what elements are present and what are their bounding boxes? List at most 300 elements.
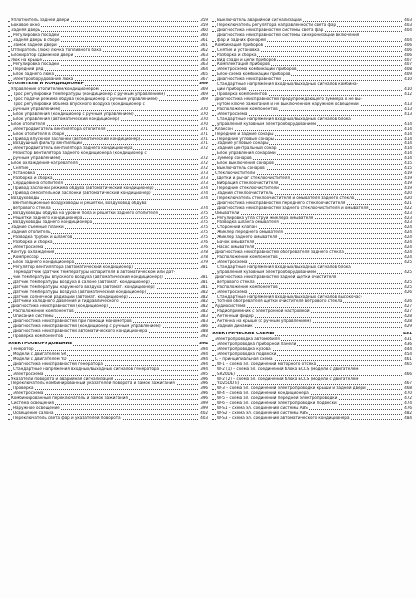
toc-page-number: 374: [200, 195, 208, 200]
toc-page-number: 372: [200, 161, 208, 166]
toc-page-number: 465: [404, 361, 412, 366]
toc-entry-title: Стандартные напряжения входных/выходных сигналов блока: [217, 116, 351, 121]
toc-page-number: 370: [200, 106, 208, 111]
toc-entry-title: Модели с двигателем SR: [13, 351, 67, 356]
toc-entry-title: W-S3 – схема эл. соединений автоматического кондиционера: [217, 416, 350, 420]
toc-page-number: 396: [200, 391, 208, 396]
toc-page-number: 362: [200, 47, 208, 52]
toc-page-number: 375: [200, 215, 208, 220]
toc-entry-title: Блок охлаждения-нагревателя: [11, 161, 78, 166]
toc-entry-title: Блок заднего люка: [13, 72, 54, 77]
toc-entry-title: Электродвигатель вентилятора заднего кондиционера: [13, 146, 133, 151]
toc-leader-dots: [8, 169, 200, 170]
toc-entry-title: Наружное освещение: [13, 406, 60, 411]
toc-page-number: 427: [404, 304, 412, 309]
toc-entry-title: Воздушный фильтр вентиляции: [13, 141, 82, 146]
toc-leader-dots: [212, 214, 404, 215]
toc-page-number: 424: [404, 230, 412, 235]
toc-entry-title: Электропроводка автомобиля: [215, 337, 280, 341]
toc-entry-title: Электросхема: [13, 371, 44, 376]
toc-page-number: 461: [404, 356, 412, 361]
toc-page-number: 410: [404, 87, 412, 92]
toc-entry-title: Электродвигатель вентилятора отопителя: [13, 126, 106, 131]
toc-page-number: 374: [200, 205, 208, 210]
toc-page-number: 413: [404, 101, 412, 106]
toc-entry-title: Блок отопителя в сборе: [13, 131, 65, 136]
toc-page-number: 371: [200, 141, 208, 146]
toc-entry-title: Блок отопителя: [11, 121, 46, 126]
toc-page-number: 382: [200, 289, 208, 294]
toc-page-number: 425: [404, 279, 412, 284]
toc-entry-title: Диагностика неисправностей автоматического кондиционера: [13, 329, 148, 334]
toc-page-number: 419: [404, 180, 412, 185]
toc-entry-title: Датчик температуры воздуха в салоне (автомат. кондиционер): [13, 279, 150, 284]
toc-entry-title: Расположение компонентов: [217, 255, 278, 259]
toc-page-number: 360: [200, 27, 208, 32]
toc-entry-title: Снятие: [13, 166, 29, 171]
toc-entry-title: Датчики холодного давления и гидравлического: [13, 299, 119, 304]
toc-entry-title: управления кузовным электрооборудованием: [217, 269, 317, 274]
toc-entry-title: Переключатель регулятора направленности света фар: [217, 22, 337, 27]
toc-page-number: 375: [200, 210, 208, 215]
toc-page-number: 423: [404, 210, 412, 215]
toc-page-number: 422: [404, 205, 412, 210]
toc-page-number: 414: [404, 126, 412, 131]
toc-entry-title: Электросхема: [217, 111, 248, 116]
toc-page-number: 394: [200, 366, 208, 371]
toc-page-number: 372: [200, 146, 208, 151]
toc-entry-title: Проверка: [13, 386, 34, 391]
toc-page-number: 392: [200, 334, 208, 338]
toc-entry-title: тотной обогревателя щетки очистителя ветрового стекла: [217, 299, 343, 304]
toc-page-number: 360: [200, 32, 208, 37]
toc-page-number: 410: [404, 77, 412, 82]
toc-entry-title: W-4 – схема эл. соединений кондиционера: [217, 391, 309, 396]
toc-entry-title: Термодатчик (датчик температуры испарителя в автоматическом или дат-: [13, 269, 176, 274]
toc-entry-title: Люк на крыше: [11, 57, 42, 62]
toc-page-number: 406: [404, 47, 412, 52]
toc-page-number: 420: [404, 195, 412, 200]
toc-entry-title: Привод заслонки режима обдува (автоматический кондиционер): [13, 185, 154, 190]
toc-page-number: 394: [200, 356, 208, 361]
toc-page-number: 369: [200, 87, 208, 92]
toc-entry-title: W-2 (1) – схема эл. соединений блока ECCS (модели с двигателем: [217, 366, 359, 371]
toc-entry-title: Разводка шланга омывателя: [217, 220, 279, 225]
toc-page-number: 370: [200, 116, 208, 121]
toc-page-number: 382: [200, 299, 208, 304]
toc-page-number: 376: [200, 245, 208, 250]
toc-entry-title: Антенный фидер: [217, 314, 254, 319]
toc-entry-title: Радиоприёмник с электронной настройкой: [217, 309, 310, 314]
toc-page-number: 414: [404, 131, 412, 136]
toc-entry-title: Насос омывателя: [217, 245, 255, 250]
toc-entry-title: Передние и задние сонары: [215, 131, 274, 136]
toc-entry-title: Вибрация стеклоочистителя: [217, 180, 279, 185]
toc-entry-title: Привод впускной заслонки (автоматический кондиционер): [13, 136, 141, 141]
toc-page-number: 408: [404, 67, 412, 72]
toc-page-number: 424: [404, 250, 412, 255]
toc-entry-title: Описание системы: [13, 314, 54, 319]
toc-leader-dots: [8, 174, 200, 175]
toc-entry-title: Задний стеклоочиститель: [217, 190, 274, 195]
toc-page-number: 414: [404, 136, 412, 141]
toc-page-number: 359: [200, 18, 208, 22]
toc-page-number: 371: [200, 136, 208, 141]
toc-entry-title: Диагностика неисправностей при помощи манометров: [13, 319, 132, 324]
toc-page-number: 427: [404, 309, 412, 314]
toc-entry-title: Компрессор: [13, 255, 39, 259]
toc-entry-title: Датчик температуры наружного воздуха (автомат. кондиционер): [13, 284, 155, 289]
toc-page-number: 425: [404, 259, 412, 264]
toc-page-number: 359: [200, 22, 208, 27]
toc-page-number: 371: [200, 126, 208, 131]
toc-entry-title: Контур охлаждения: [11, 250, 55, 255]
toc-entry-title: Регулировка угла струи жиклера омывателя: [217, 215, 314, 220]
toc-page-number: 388: [200, 329, 208, 334]
toc-entry-title: Диагностика неисправностей задней щетки очистителя: [215, 274, 337, 279]
toc-entry-title: Разводка трубок и шлангов: [13, 235, 73, 240]
toc-page-number: 372: [200, 156, 208, 161]
toc-page-number: 454: [404, 351, 412, 356]
toc-page-number: 394: [200, 361, 208, 366]
toc-page-number: 369: [200, 92, 208, 97]
toc-page-number: 386: [200, 324, 208, 329]
toc-page-number: 375: [200, 220, 208, 225]
toc-page-number: 395: [200, 371, 208, 376]
toc-page-number: 419: [404, 176, 412, 180]
toc-entry-title: Разборка и сборка: [217, 52, 257, 57]
toc-entry-title: ОТОПИТЕЛЬ И КОНДИЦИОНЕР: [8, 82, 84, 87]
toc-entry-title: Передние стеклоочистители: [217, 185, 279, 190]
toc-entry-title: Переключатель стеклоочистителя и омывателя заднего стекла: [217, 195, 355, 200]
toc-page-number: 412: [404, 92, 412, 97]
toc-entry-title: Электросхема комбинации приборов: [217, 67, 297, 72]
toc-entry-title: Диагностика неисправностей заднего стеклоочистителя и омывателя: [217, 205, 369, 210]
toc-page-number: 383: [200, 314, 208, 319]
toc-page-number: 394: [200, 346, 208, 351]
toc-page-number: 423: [404, 215, 412, 220]
toc-page-number: 425: [404, 269, 412, 274]
toc-page-number: 419: [404, 171, 412, 176]
toc-page-number: 381: [200, 264, 208, 269]
toc-page-number: 376: [200, 240, 208, 245]
toc-entry-title: Жиклер переднего омывателя: [217, 230, 283, 235]
toc-page-number: 363: [200, 62, 208, 67]
toc-entry-title: Комплектация приборов: [217, 62, 270, 67]
toc-page-number: 472: [404, 396, 412, 401]
toc-entry-title: Резистор вентилятора заднего кондиционера (кондиционер с: [13, 151, 147, 156]
toc-page-number: 382: [200, 309, 208, 314]
toc-leader-dots: [8, 350, 200, 351]
toc-entry-title: Разборка и сборка: [13, 240, 53, 245]
toc-entry-title: Блок-схема комбинации приборов: [217, 72, 291, 77]
toc-page-number: 374: [200, 190, 208, 195]
toc-entry-title: Боковое окно: [11, 22, 40, 27]
toc-page-number: 373: [200, 176, 208, 180]
toc-page-number: 374: [200, 185, 208, 190]
toc-entry-title: Блок управления (автоматический кондиционер): [13, 116, 120, 121]
toc-entry-title: Клаксон: [215, 126, 233, 131]
toc-page-number: 361: [200, 37, 208, 42]
toc-page-number: 375: [200, 235, 208, 240]
toc-page-number: 484: [404, 416, 412, 420]
toc-page-number: 415: [404, 166, 412, 171]
toc-entry-title: W-2 (2) – схема эл. соединений блока ECCS (модели с двигателем: [217, 376, 359, 381]
toc-page-number: 414: [404, 121, 412, 126]
toc-entry-title: Генератор: [11, 346, 34, 351]
toc-entry-title: Комбинированный переключатель и замок зажигания: [11, 396, 128, 401]
toc-page-number: 379: [200, 259, 208, 264]
toc-page-number: 407: [404, 62, 412, 67]
toc-entry-title: Диагностика неисправностей (кондиционер с ручным управлением): [13, 324, 161, 329]
toc-entry-title: Диагностика неисправностей: [217, 77, 281, 82]
toc-page-number: 396: [200, 381, 208, 386]
toc-page-number: 372: [200, 166, 208, 171]
toc-page-number: 370: [200, 111, 208, 116]
toc-entry-title: Решетки заднего кондиционера: [13, 215, 83, 220]
toc-page-number: 406: [404, 42, 412, 47]
toc-page-number: 414: [404, 141, 412, 146]
toc-entry-title: Воздуховоды обдува на уровне пола и решетки заднего отопителя: [13, 210, 158, 215]
toc-entry-title: Бачок омывателя: [217, 240, 255, 245]
toc-page-number: 426: [404, 289, 412, 294]
toc-entry-title: Выключатель аварийной сигнализации: [217, 18, 302, 22]
toc-page-number: 406: [404, 52, 412, 57]
toc-entry-title: Сердцевина отопителя: [13, 180, 63, 185]
toc-entry-title: Блок управления сонарами: [217, 151, 276, 156]
toc-entry-title: Указатели поворота и аварийная сигнализация: [11, 376, 114, 381]
toc-page-number: 431: [403, 332, 412, 337]
toc-entry-title: Стеклоочистители: [215, 171, 255, 176]
toc-entry-title: Установка: [13, 171, 35, 176]
toc-page-number: 403: [200, 416, 208, 420]
toc-entry-title: ции приборов: [217, 87, 247, 92]
toc-page-number: 404: [404, 27, 412, 32]
toc-entry-title: Переключатель света фар и указателей поворота: [13, 416, 121, 420]
toc-entry-title: Отпиратель (люк) лючка топливного бака: [11, 47, 102, 52]
toc-leader-dots: [212, 130, 404, 131]
toc-page-number: 382: [200, 294, 208, 299]
toc-page-number: 444: [404, 346, 412, 351]
toc-leader-dots: [8, 389, 200, 390]
toc-entry: [212, 416, 412, 421]
toc-entry-title: Жиклер заднего омывателя: [217, 235, 278, 240]
toc-entry-title: Блок управления (кондиционер с ручным управлением): [13, 111, 134, 116]
toc-entry-title: фар и задних фонарей: [217, 37, 266, 42]
toc-page-number: 431: [404, 337, 412, 341]
toc-page-number: 371: [200, 131, 208, 136]
toc-entry-title: Воздуховоды заднего кондиционера: [13, 220, 93, 225]
toc-entry-title: Электропроводка приборной панели: [217, 341, 297, 346]
toc-page-number: 369: [199, 82, 208, 87]
toc-page-number: 419: [404, 185, 412, 190]
toc-entry-title: Система освещения: [11, 401, 54, 406]
toc-entry-title: ветрового стекла: [217, 279, 255, 284]
toc-entry-title: Уплотнитель задней двери: [11, 18, 70, 22]
toc-page-number: 364: [200, 67, 208, 72]
toc-right-column: [212, 18, 412, 421]
toc-entry-title: Стандартные напряжения входных/выходных сигналов комбина-: [217, 82, 358, 87]
toc-entry-title: Привод смесительной заслонки (автоматический кондиционер): [13, 190, 151, 195]
toc-entry-title: Вид сзади и цепи приборов: [217, 57, 277, 62]
toc-entry: [8, 416, 208, 421]
toc-leader-dots: [212, 384, 404, 385]
toc-entry-title: Электрооборудование люка: [13, 77, 74, 82]
toc-page-number: 420: [404, 190, 412, 195]
toc-entry-title: W-S1 – схема эл. соединений системы ABS: [217, 406, 308, 411]
toc-page-number: 425: [404, 284, 412, 289]
toc-page-number: 407: [404, 57, 412, 62]
toc-entry-title: C – принципиальная схема: [215, 356, 273, 361]
toc-entry-title: Задняя дверь: [11, 27, 41, 32]
toc-page-number: 482: [404, 411, 412, 416]
toc-entry-title: Передний ряд: [13, 67, 44, 72]
toc-entry-title: ветрового стекла: [13, 205, 51, 210]
toc-page-number: 414: [404, 146, 412, 151]
toc-entry-title: W-6 – схема эл. соединений электропроводки подвески: [217, 401, 337, 406]
toc-page-number: 423: [404, 220, 412, 225]
toc-page-number: 426: [404, 299, 412, 304]
toc-entry-title: Регулятор вентилятора (автоматический кондиционер): [13, 264, 133, 269]
toc-entry-title: Разборка и сборка: [13, 176, 53, 180]
toc-page-number: 428: [404, 319, 412, 324]
toc-entry-title: Комбинация приборов: [215, 42, 264, 47]
toc-page-number: 394: [199, 341, 208, 346]
toc-entry-title: ЭЛЕКТРООБОРУДОВАНИЕ: [8, 341, 73, 346]
toc-page-number: 474: [404, 401, 412, 406]
toc-page-number: 375: [200, 225, 208, 230]
toc-page-number: 381: [200, 279, 208, 284]
toc-entry-title: Блокиратор сдвижной двери: [11, 52, 74, 57]
toc-page-number: 429: [404, 324, 412, 329]
toc-entry-title: Диагностика неисправностей генератора: [13, 361, 103, 366]
toc-entry-title: Расположение компонентов: [217, 106, 278, 111]
toc-page-number: 367: [200, 77, 208, 82]
toc-page-number: 396: [200, 396, 208, 401]
toc-entry-title: Замок задней двери: [13, 42, 57, 47]
toc-page-number: 428: [404, 314, 412, 319]
toc-entry-title: Задний центральный сонар: [217, 146, 277, 151]
toc-page-number: 378: [200, 250, 208, 255]
toc-entry-title: Антенна на крыше (с ручным управлением): [217, 319, 311, 324]
toc-entry-title: Проверка компонентов: [217, 92, 267, 97]
toc-entry-title: Диагностика неисправностей системы света фар: [217, 27, 324, 32]
toc-entry-title: Задний динамик: [217, 324, 253, 329]
toc-entry-title: Диагностика неисправностей (кондиционер): [11, 304, 108, 309]
toc-entry-title: W-5 – схема эл. соединений передней электропроводки: [217, 396, 338, 401]
toc-entry-title: чик температуры впускного воздуха (автоматический кондиционер)): [13, 274, 163, 279]
toc-entry-title: W-S2 – схема эл. соединений системы ABS: [217, 411, 308, 416]
toc-page-number: 399: [200, 401, 208, 406]
toc-entry-title: Регулировка посадки: [13, 62, 60, 67]
toc-entry-title: Аудиосистема: [215, 304, 246, 309]
toc-entry-title: Проверка компонентов: [13, 334, 63, 338]
toc-page-number: 402: [200, 411, 208, 416]
toc-entry-title: Блок выключения сонаров: [217, 161, 274, 166]
toc-entry-title: Передние угловые сонары: [217, 136, 274, 141]
toc-entry-title: Электросхема: [13, 391, 44, 396]
toc-page-number: 396: [200, 376, 208, 381]
toc-page-number: 373: [200, 180, 208, 185]
toc-page-number: 378: [200, 255, 208, 259]
toc-page-number: 399: [200, 406, 208, 411]
toc-entry-title: Переключатель комбинированный указателей поворота и замок зажигания: [11, 381, 175, 386]
toc-page-number: 363: [200, 57, 208, 62]
toc-entry-title: Задние угловые сонары: [217, 141, 269, 146]
toc-entry-title: Трос подачи режима обдува (кондиционер с ручным управлением): [13, 97, 158, 101]
toc-entry-title: Стандартные напряжения входных/выходных сигналов генератора: [13, 366, 159, 371]
toc-page-number: 361: [200, 42, 208, 47]
toc-entry-title: Сторонний клапан: [217, 225, 257, 230]
toc-entry-title: YD25DDTi): [217, 381, 240, 386]
toc-page-number: 403: [404, 22, 412, 27]
toc-entry-title: Щетки и рычаг стеклоочистителя: [217, 176, 290, 180]
toc-entry-title: W-1 – схема эл. соединений моторного отсека: [217, 361, 317, 366]
toc-entry-title: Воздуховоды: [11, 195, 40, 200]
toc-page-number: 467: [404, 381, 412, 386]
toc-entry-title: Стандартные напряжения входных/выходных сигналов высокочас-: [217, 294, 363, 299]
toc-entry-title: Трос регулировки объема впускного воздуха (кондиционер с: [13, 101, 145, 106]
toc-page-number: 424: [404, 225, 412, 230]
toc-entry-title: SR20DE): [217, 371, 235, 376]
toc-entry-title: Зуммер сонаров: [217, 156, 252, 161]
toc-page-number: 396: [200, 386, 208, 391]
toc-entry-title: ручным управлением): [13, 156, 61, 161]
toc-page-number: 370: [200, 121, 208, 126]
toc-page-number: 381: [200, 274, 208, 279]
toc-entry-title: Модели с двигателем YD: [13, 356, 67, 361]
toc-entry-title: ручным управлением): [13, 106, 61, 111]
toc-page-number: 470: [404, 391, 412, 396]
toc-page-number: 382: [200, 304, 208, 309]
toc-entry-title: Диагностика неисправностей переднего стеклоочистителя: [217, 200, 346, 205]
toc-page-number: 365: [200, 72, 208, 77]
toc-entry-title: Расположение компонентов: [13, 309, 74, 314]
toc-page-number: 381: [200, 284, 208, 289]
toc-entry-title: Электропроводка кузова: [217, 346, 271, 351]
toc-left-column: [8, 18, 208, 421]
toc-leader-dots: [212, 375, 404, 376]
toc-entry-title: Задняя дверь в сборе: [13, 37, 60, 42]
toc-page-number: 424: [404, 255, 412, 259]
toc-entry-title: Электросхема: [13, 245, 44, 250]
toc-page-number: 375: [200, 230, 208, 235]
toc-entry-title: Задний отопитель: [11, 230, 51, 235]
toc-page-number: 414: [404, 151, 412, 156]
toc-page-number: 394: [200, 351, 208, 356]
toc-entry-title: Диагностика неисправностей обогревателя заднего стекла: [215, 250, 344, 255]
toc-entry-title: нутом ключе зажигания и не выключенном наружном освещении: [217, 101, 359, 106]
toc-entry-title: Диагностика неисправностей системы синхронизации включения: [217, 32, 360, 37]
toc-entry-title: Стандартные напряжения входных/выходных сигналов блока: [217, 264, 351, 269]
toc-entry-title: Освещение салона: [13, 411, 54, 416]
toc-page-number: 409: [404, 72, 412, 77]
toc-entry-title: Блок заднего кондиционера: [13, 259, 75, 264]
toc-page-number: 369: [200, 97, 208, 101]
toc-entry-title: Электросхема: [217, 259, 248, 264]
toc-page-number: 404: [404, 37, 412, 42]
toc-page-number: 373: [200, 171, 208, 176]
toc-page-number: 383: [200, 319, 208, 324]
toc-entry-title: Снятие и установка: [217, 47, 260, 52]
toc-entry-title: Трос регулировки температуры (кондиционер с ручным управлением): [13, 92, 165, 97]
toc-page-number: 403: [404, 18, 412, 22]
toc-page-number: 424: [404, 240, 412, 245]
toc-entry-title: W-3 – схема эл. соединений электропроводки крыши и задней двери: [217, 386, 366, 391]
toc-entry-title: Электропроводка подвески: [217, 351, 277, 356]
toc-entry-title: Управление отопителем/кондиционером: [11, 87, 99, 92]
toc-page-number: 413: [404, 111, 412, 116]
